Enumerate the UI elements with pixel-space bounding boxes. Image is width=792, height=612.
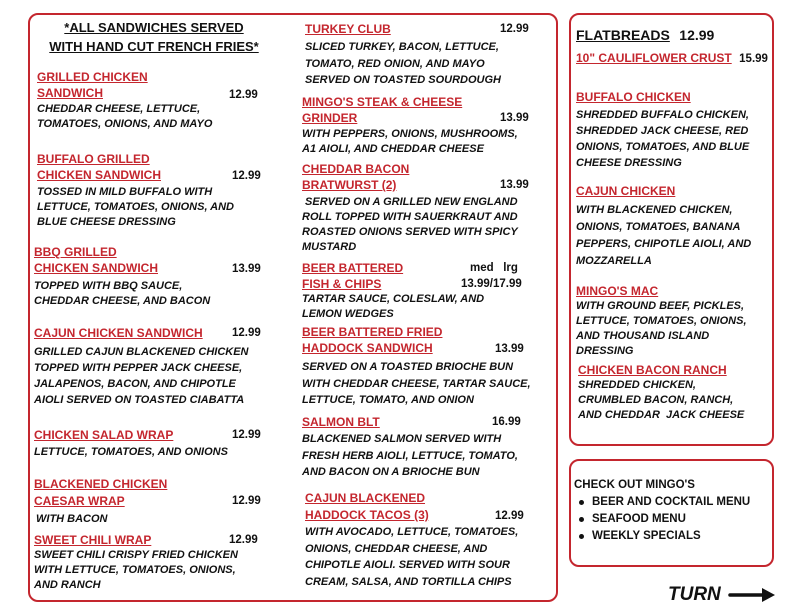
item-description: BLACKENED SALMON SERVED WITH FRESH HERB AIOLI, LETTUCE, TOMATO, AND BACON ON A BRIOCHE BUN <box>302 433 518 478</box>
flatbreads-price: 12.99 <box>679 27 715 43</box>
flatbreads-title-row <box>576 27 714 45</box>
item-description: SLICED TURKEY, BACON, LETTUCE, TOMATO, RED ONION, AND MAYO SERVED ON TOASTED SOURDOUGH <box>305 41 501 86</box>
item-name: CAJUN BLACKENED HADDOCK TACOS (3) <box>305 491 429 522</box>
menu-item-cajun-chicken-sandwich <box>34 325 249 408</box>
menu-item-salmon-blt <box>302 414 518 481</box>
item-name: TURKEY CLUB <box>305 22 391 36</box>
item-description: WITH PEPPERS, ONIONS, MUSHROOMS, A1 AIOLI, AND CHEDDAR CHEESE <box>302 128 518 155</box>
item-name: BEER BATTERED FISH & CHIPS <box>302 261 404 291</box>
item-name: CAJUN CHICKEN <box>576 184 676 198</box>
item-description: TARTAR SAUCE, COLESLAW, AND LEMON WEDGES <box>302 293 485 320</box>
item-description: WITH BLACKENED CHICKEN, ONIONS, TOMATOES, BANANA PEPPERS, CHIPOTLE AIOLI, AND MOZZARELLA <box>576 204 752 267</box>
item-price: 12.99 <box>232 429 261 441</box>
item-name: CHICKEN SALAD WRAP <box>34 428 174 442</box>
item-name: BUFFALO CHICKEN <box>576 90 691 104</box>
menu-item-haddock-tacos <box>305 490 518 590</box>
flatbread-chicken-bacon-ranch <box>578 362 744 423</box>
menu-item-turkey-club <box>305 21 501 89</box>
menu-item-chicken-salad-wrap <box>34 427 228 460</box>
list-item: WEEKLY SPECIALS <box>574 528 750 545</box>
item-name: SALMON BLT <box>302 415 380 429</box>
item-name: SWEET CHILI WRAP <box>34 533 152 547</box>
menu-item-bbq-grilled-chicken <box>34 244 210 309</box>
item-price: 13.99 <box>232 263 261 275</box>
menu-item-sweet-chili-wrap <box>34 532 238 593</box>
list-item: SEAFOOD MENU <box>574 511 750 528</box>
menu-item-grilled-chicken <box>37 69 212 132</box>
item-description: WITH BACON <box>36 513 108 525</box>
checkout-title: CHECK OUT MINGO'S <box>574 479 695 491</box>
item-price: 12.99 <box>495 510 524 522</box>
flatbread-cajun-chicken <box>576 183 751 270</box>
item-price: 13.99/17.99 <box>461 278 522 290</box>
item-description: WITH GROUND BEEF, PICKLES, LETTUCE, TOMATOES, ONIONS, AND THOUSAND ISLAND DRESSING <box>576 300 747 357</box>
item-description: CHEDDAR CHEESE, LETTUCE, TOMATOES, ONIONS, AND MAYO <box>37 103 213 130</box>
item-price: 12.99 <box>232 327 261 339</box>
item-name: BEER BATTERED FRIED HADDOCK SANDWICH <box>302 325 443 355</box>
item-description: LETTUCE, TOMATOES, AND ONIONS <box>34 446 228 458</box>
checkout-section <box>574 477 750 545</box>
menu-item-blackened-chicken-caesar-wrap <box>34 476 167 527</box>
menu-item-fish-and-chips <box>302 260 484 322</box>
item-price: 13.99 <box>500 179 529 191</box>
item-description: SWEET CHILI CRISPY FRIED CHICKEN WITH LETTUCE, TOMATOES, ONIONS, AND RANCH <box>34 549 238 591</box>
item-name: BLACKENED CHICKEN CAESAR WRAP <box>34 477 168 508</box>
item-description: SHREDDED CHICKEN, CRUMBLED BACON, RANCH, AND CHEDDAR JACK CHEESE <box>578 379 745 421</box>
item-description: TOPPED WITH BBQ SAUCE, CHEDDAR CHEESE, AND BACON <box>34 280 211 307</box>
turn-indicator <box>668 584 776 606</box>
item-description: SERVED ON A TOASTED BRIOCHE BUN WITH CHEDDAR CHEESE, TARTAR SAUCE, LETTUCE, TOMATO, AND ONION <box>302 361 531 406</box>
item-name: BBQ GRILLED CHICKEN SANDWICH <box>34 245 158 275</box>
item-name: BUFFALO GRILLED CHICKEN SANDWICH <box>37 152 161 182</box>
turn-label: TURN <box>668 584 721 605</box>
item-price: 12.99 <box>232 495 261 507</box>
item-description: GRILLED CAJUN BLACKENED CHICKEN TOPPED WITH PEPPER JACK CHEESE, JALAPENOS, BACON, AND CHIPOTLE AIOLI SERVED ON TOASTED CIABATTA <box>34 346 249 406</box>
item-description: TOSSED IN MILD BUFFALO WITH LETTUCE, TOMATOES, ONIONS, AND BLUE CHEESE DRESSING <box>37 186 234 228</box>
flatbreads-title: FLATBREADS <box>576 27 670 43</box>
size-label: med lrg <box>470 262 518 274</box>
item-description: SERVED ON A GRILLED NEW ENGLAND ROLL TOPPED WITH SAUERKRAUT AND ROASTED ONIONS SERVED WITH SPICY MUSTARD <box>302 196 518 253</box>
item-name: 10" CAULIFLOWER CRUST <box>576 51 732 65</box>
item-name: CHICKEN BACON RANCH <box>578 363 727 377</box>
flatbread-cauliflower-row <box>576 49 768 67</box>
item-name: MINGO'S STEAK & CHEESE GRINDER <box>302 95 463 125</box>
sandwich-header: *ALL SANDWICHES SERVED WITH HAND CUT FRENCH FRIES* <box>49 20 259 54</box>
item-description: WITH AVOCADO, LETTUCE, TOMATOES, ONIONS, CHEDDAR CHEESE, AND CHIPOTLE AIOLI. SERVED WITH SOUR CREAM, SALSA, AND TORTILLA CHIPS <box>305 526 519 588</box>
item-price: 12.99 <box>232 170 261 182</box>
flatbread-mingos-mac <box>576 283 747 359</box>
item-price: 16.99 <box>492 416 521 428</box>
flatbread-buffalo-chicken <box>576 89 749 171</box>
item-price: 13.99 <box>500 112 529 124</box>
menu-item-buffalo-grilled-chicken <box>37 151 234 230</box>
item-name: CHEDDAR BACON BRATWURST (2) <box>302 162 410 192</box>
menu-item-cheddar-bacon-bratwurst <box>302 161 518 255</box>
arrow-right-icon <box>728 587 776 603</box>
checkout-list <box>574 494 750 545</box>
item-description: SHREDDED BUFFALO CHICKEN, SHREDDED JACK CHEESE, RED ONIONS, TOMATOES, AND BLUE CHEESE DRESSING <box>576 109 750 169</box>
list-item: BEER AND COCKTAIL MENU <box>574 494 750 511</box>
menu-item-steak-cheese-grinder <box>302 94 518 157</box>
item-name: MINGO'S MAC <box>576 284 659 298</box>
item-price: 12.99 <box>500 23 529 35</box>
menu-item-haddock-sandwich <box>302 324 531 409</box>
item-name: GRILLED CHICKEN SANDWICH <box>37 70 148 100</box>
item-price: 12.99 <box>229 89 258 101</box>
item-price: 12.99 <box>229 534 258 546</box>
item-price: 13.99 <box>495 343 524 355</box>
item-price: 15.99 <box>739 53 768 65</box>
item-name: CAJUN CHICKEN SANDWICH <box>34 326 203 340</box>
